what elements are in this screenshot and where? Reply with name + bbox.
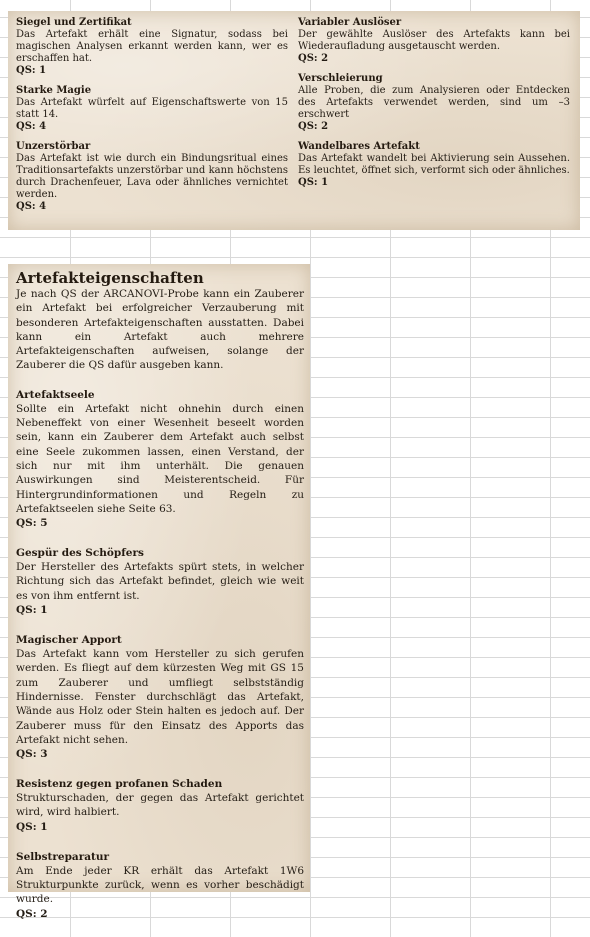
entry-text: Das Artefakt würfelt auf Eigenschaftswerte von 15 statt 14. xyxy=(16,97,288,120)
entry-text: Das Artefakt wandelt bei Aktivierung sein Aussehen. Es leuchtet, öffnet sich, verformt sich oder ähnliches. xyxy=(298,153,570,176)
section-title: Artefakteigenschaften xyxy=(16,269,204,287)
entry-qs: QS: 1 xyxy=(16,604,48,617)
top-rules-panel xyxy=(8,11,580,230)
entry-text: Der gewählte Auslöser des Artefakts kann bei Wiederaufladung ausgetauscht werden. xyxy=(298,29,570,52)
entry-qs: QS: 5 xyxy=(16,517,48,530)
entry-variabler-ausloeser xyxy=(298,17,570,65)
entry-text: Das Artefakt ist wie durch ein Bindungsritual eines Traditionsartefakts unzerstörbar und kann höchstens durch Drachenfeuer, Lava oder ähnliches vernichtet werden. xyxy=(16,153,288,200)
entry-title: Verschleierung xyxy=(298,73,383,84)
entry-text: Alle Proben, die zum Analysieren oder Entdecken des Artefakts verwendet werden, sind um –3 erschwert xyxy=(298,85,570,120)
section-intro: Je nach QS der ARCANOVI-Probe kann ein Zauberer ein Artefakt bei erfolgreicher Verzauberung mit besonderen Artefakteigenschaften ausstatten. Dabei kann ein Artefakt auch mehrere Artefakteigenschaften aufweisen, solange der Zauberer die QS dafür ausgeben kann. xyxy=(16,288,304,372)
entry-gespuer-des-schoepfers xyxy=(16,546,304,617)
artefakteigenschaften-panel xyxy=(8,264,310,920)
entry-qs: QS: 1 xyxy=(298,177,329,188)
entry-title: Magischer Apport xyxy=(16,634,122,647)
entry-text: Sollte ein Artefakt nicht ohnehin durch einen Nebeneffekt von einer Wesenheit beseelt worden sein, kann ein Zauberer dem Artefakt auch selbst eine Seele zukommen lassen, einen Verstand, der sich nur mit ihm unterhält. Die genauen Auswirkungen sind Meisterentscheid. Für Hintergrundinformationen und Regeln zu Artefaktseelen siehe Seite 63. xyxy=(16,402,304,515)
entry-verschleierung xyxy=(298,73,570,133)
right-column xyxy=(298,17,570,197)
entry-text: Strukturschaden, der gegen das Artefakt gerichtet wird, wird halbiert. xyxy=(16,792,304,819)
entry-qs: QS: 4 xyxy=(16,201,47,212)
entry-title: Variabler Auslöser xyxy=(298,17,402,28)
entry-resistenz-gegen-profanen-schaden xyxy=(16,777,304,834)
entry-title: Selbstreparatur xyxy=(16,850,110,863)
entry-unzerstoerbar xyxy=(16,141,288,213)
entry-artefaktseele xyxy=(16,388,304,530)
entry-qs: QS: 4 xyxy=(16,121,47,132)
entry-title: Unzerstörbar xyxy=(16,141,91,152)
entry-magischer-apport xyxy=(16,633,304,761)
entry-title: Wandelbares Artefakt xyxy=(298,141,420,152)
section-content xyxy=(16,270,304,937)
entry-qs: QS: 1 xyxy=(16,65,47,76)
entry-siegel-und-zertifikat xyxy=(16,17,288,77)
entry-starke-magie xyxy=(16,85,288,133)
entry-text: Der Hersteller des Artefakts spürt stets, in welcher Richtung sich das Artefakt befindet, gleich wie weit es von ihm entfernt ist. xyxy=(16,561,304,602)
entry-title: Resistenz gegen profanen Schaden xyxy=(16,778,223,791)
entry-title: Artefaktseele xyxy=(16,388,95,401)
entry-title: Siegel und Zertifikat xyxy=(16,17,132,28)
entry-title: Starke Magie xyxy=(16,85,92,96)
left-column xyxy=(16,17,288,221)
entry-title: Gespür des Schöpfers xyxy=(16,547,144,560)
entry-qs: QS: 1 xyxy=(16,820,48,833)
entry-wandelbares-artefakt xyxy=(298,141,570,189)
entry-text: Das Artefakt erhält eine Signatur, sodass bei magischen Analysen erkannt werden kann, wer es erschaffen hat. xyxy=(16,29,288,64)
entry-text: Am Ende jeder KR erhält das Artefakt 1W6 Strukturpunkte zurück, wenn es vorher beschädigt wurde. xyxy=(16,864,304,906)
entry-qs: QS: 2 xyxy=(298,53,329,64)
entry-text: Das Artefakt kann vom Hersteller zu sich gerufen werden. Es fliegt auf dem kürzesten Weg mit GS 15 zum Zauberer und umfliegt selbstständig Hindernisse. Fenster durchschlägt das Artefakt, Wände aus Holz oder Stein halten es jedoch auf. Der Zauberer muss für den Einsatz des Apports das Artefakt nicht sehen. xyxy=(16,648,304,746)
entry-selbstreparatur xyxy=(16,850,304,921)
entry-qs: QS: 3 xyxy=(16,748,48,761)
entry-qs: QS: 2 xyxy=(16,907,48,920)
entry-qs: QS: 2 xyxy=(298,121,329,132)
